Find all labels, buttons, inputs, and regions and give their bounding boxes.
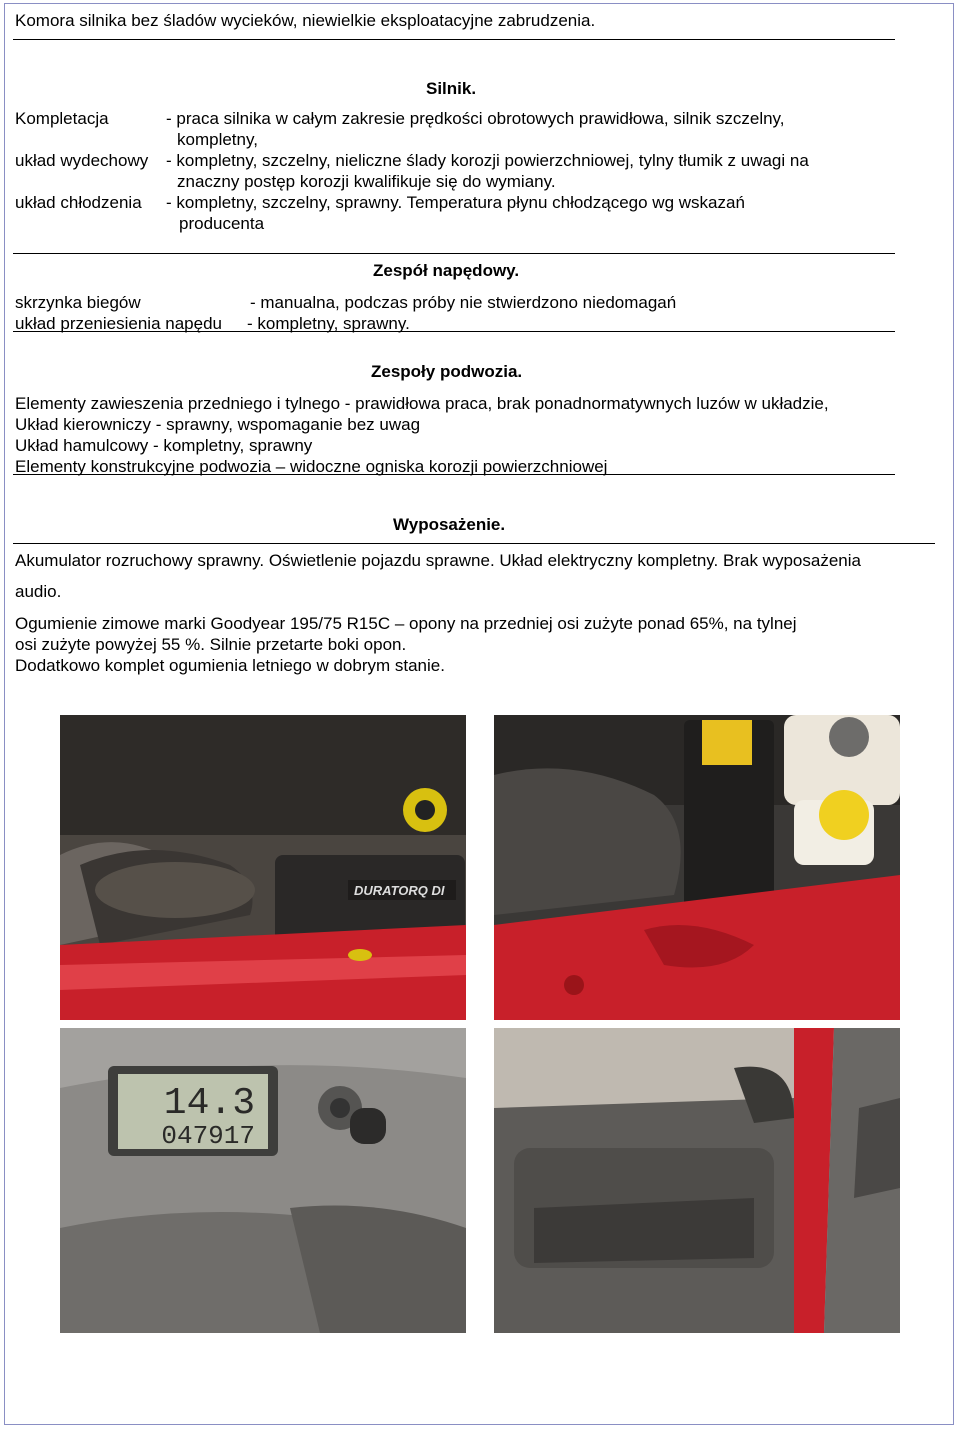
- exhaust-text: - kompletny, szczelny, nieliczne ślady korozji powierzchniowej, tylny tłumik z uwagi na: [166, 151, 809, 170]
- equipment-heading: Wyposażenie.: [393, 515, 506, 534]
- gearbox-text: - manualna, podczas próby nie stwierdzono niedomagań: [250, 293, 677, 312]
- engine-bay-photo: [60, 715, 466, 1020]
- equipment-text: Akumulator rozruchowy sprawny. Oświetlenie pojazdu sprawne. Układ elektryczny kompletny. Brak wyposażenia: [15, 551, 861, 570]
- odometer-photo: [60, 1028, 466, 1333]
- divider: [13, 39, 895, 40]
- transmission-text: - kompletny, sprawny.: [247, 314, 410, 333]
- cooling-text-cont: producenta: [179, 214, 265, 233]
- engine-row-label: Kompletacja: [15, 109, 109, 128]
- tyres-text: osi zużyte powyżej 55 %. Silnie przetarte boki opon.: [15, 635, 407, 654]
- divider: [13, 543, 935, 544]
- chassis-line: Elementy konstrukcyjne podwozia – widoczne ogniska korozji powierzchniowej: [15, 457, 608, 476]
- engine-row-text: - praca silnika w całym zakresie prędkości obrotowych prawidłowa, silnik szczelny,: [166, 109, 785, 128]
- tyres-text: Ogumienie zimowe marki Goodyear 195/75 R15C – opony na przedniej osi zużyte ponad 65%, na tylnej: [15, 614, 797, 633]
- intro-text: Komora silnika bez śladów wycieków, niewielkie eksploatacyjne zabrudzenia.: [15, 11, 596, 30]
- cooling-label: układ chłodzenia: [15, 193, 142, 212]
- cooling-text: - kompletny, szczelny, sprawny. Temperatura płynu chłodzącego wg wskazań: [166, 193, 745, 212]
- chassis-heading: Zespoły podwozia.: [371, 362, 523, 381]
- chassis-line: Układ kierowniczy - sprawny, wspomaganie bez uwag: [15, 415, 421, 434]
- equipment-text-cont: audio.: [15, 582, 62, 601]
- odometer-total: 047917: [161, 1121, 255, 1151]
- door-photo: [494, 1028, 900, 1333]
- exhaust-text-cont: znaczny postęp korozji kwalifikuje się do wymiany.: [177, 172, 556, 191]
- fuse-box-photo: [494, 715, 900, 1020]
- transmission-label: układ przeniesienia napędu: [15, 314, 222, 333]
- odometer-trip: 14.3: [163, 1082, 255, 1125]
- chassis-line: Układ hamulcowy - kompletny, sprawny: [15, 436, 313, 455]
- tyres-text: Dodatkowo komplet ogumienia letniego w dobrym stanie.: [15, 656, 445, 675]
- divider: [13, 331, 895, 332]
- exhaust-label: układ wydechowy: [15, 151, 149, 170]
- engine-heading: Silnik.: [426, 79, 477, 98]
- chassis-line: Elementy zawieszenia przedniego i tylnego - prawidłowa praca, brak ponadnormatywnych luzów w układzie,: [15, 394, 829, 413]
- engine-logo: DURATORQ DI: [354, 883, 445, 898]
- divider: [13, 474, 895, 475]
- engine-row-text-cont: kompletny,: [177, 130, 258, 149]
- drivetrain-heading: Zespół napędowy.: [373, 261, 520, 280]
- divider: [13, 253, 895, 254]
- gearbox-label: skrzynka biegów: [15, 293, 141, 312]
- document-page: [4, 3, 954, 1425]
